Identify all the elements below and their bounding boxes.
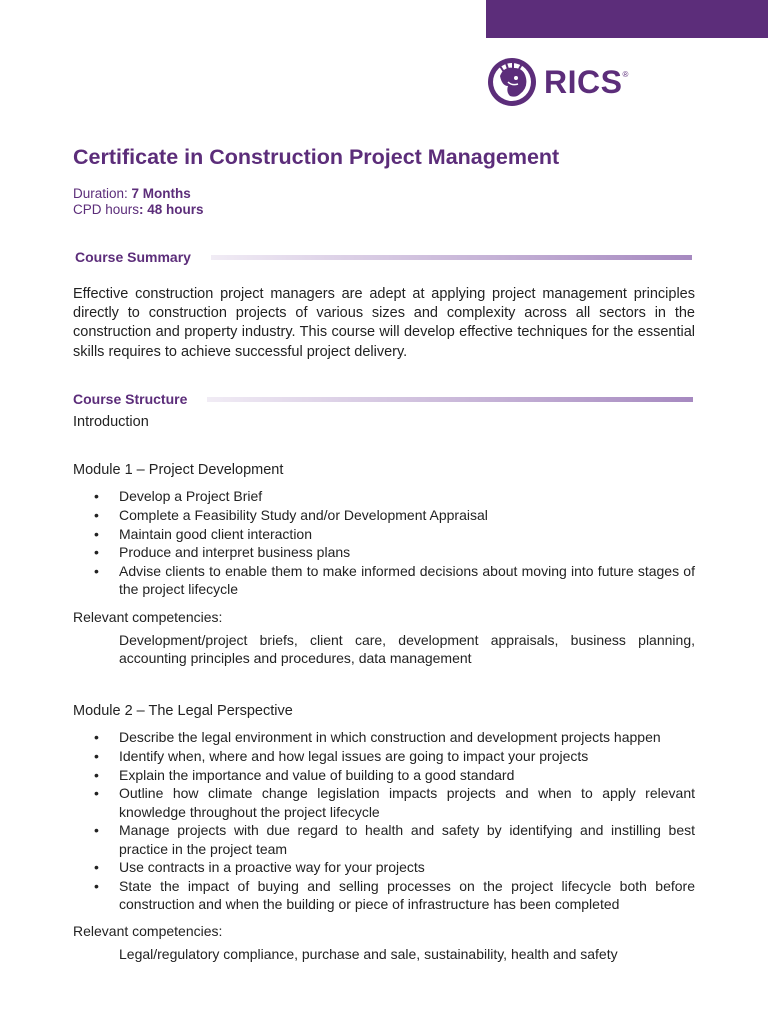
module-title: Module 2 – The Legal Perspective bbox=[73, 703, 293, 719]
duration-line bbox=[73, 186, 191, 201]
module-1-list bbox=[73, 487, 695, 599]
section-heading-label: Course Structure bbox=[73, 391, 188, 407]
section-divider bbox=[211, 255, 692, 260]
rics-wordmark: RICS bbox=[544, 63, 623, 100]
list-item: • Advise clients to enable them to make informed decisions about moving into future stages of the project lifecycle bbox=[73, 562, 695, 598]
section-heading-structure bbox=[73, 391, 693, 407]
course-summary-text: Effective construction project managers are adept at applying project management principles directly to construction projects of various sizes and complexity across all sectors in the construction and property industry. This course will develop effective techniques for the essential skills requires to achieve successful project delivery. bbox=[73, 286, 695, 360]
page-title: Certificate in Construction Project Management bbox=[73, 145, 560, 169]
list-item: • Maintain good client interaction bbox=[73, 525, 695, 543]
list-item: • Use contracts in a proactive way for your projects bbox=[73, 858, 695, 876]
section-heading-label: Course Summary bbox=[75, 249, 191, 265]
list-item: • State the impact of buying and selling processes on the project lifecycle both before construction and when the building or piece of infrastructure has been completed bbox=[73, 877, 695, 913]
header-color-bar bbox=[486, 0, 768, 38]
list-item: • Outline how climate change legislation impacts projects and when to apply relevant knowledge throughout the project lifecycle bbox=[73, 784, 695, 820]
cpd-value: : 48 hours bbox=[139, 202, 204, 217]
list-item: • Explain the importance and value of building to a good standard bbox=[73, 766, 695, 784]
lion-emblem-icon bbox=[486, 56, 538, 108]
section-heading-summary bbox=[75, 249, 692, 265]
cpd-label: CPD hours bbox=[73, 202, 140, 217]
module-2-list bbox=[73, 728, 695, 914]
section-divider bbox=[207, 397, 693, 402]
rics-logo bbox=[486, 56, 628, 108]
list-item: • Identify when, where and how legal issues are going to impact your projects bbox=[73, 747, 695, 765]
list-item: • Develop a Project Brief bbox=[73, 487, 695, 505]
list-item: • Complete a Feasibility Study and/or Development Appraisal bbox=[73, 506, 695, 524]
registered-mark: ® bbox=[622, 70, 629, 79]
competencies-text: Legal/regulatory compliance, purchase and sale, sustainability, health and safety bbox=[119, 946, 618, 962]
competencies-text: Development/project briefs, client care, development appraisals, business planning, accounting principles and procedures, data management bbox=[119, 632, 695, 666]
list-item: • Manage projects with due regard to health and safety by identifying and instilling best practice in the project team bbox=[73, 821, 695, 857]
competencies-label: Relevant competencies: bbox=[73, 923, 223, 939]
list-item: • Describe the legal environment in which construction and development projects happen bbox=[73, 728, 695, 746]
competencies-label: Relevant competencies: bbox=[73, 609, 223, 625]
module-title: Module 1 – Project Development bbox=[73, 462, 284, 478]
list-item: • Produce and interpret business plans bbox=[73, 543, 695, 561]
duration-label: Duration: bbox=[73, 186, 128, 201]
introduction-label: Introduction bbox=[73, 414, 149, 430]
cpd-line bbox=[73, 202, 204, 217]
duration-value: 7 Months bbox=[131, 186, 191, 201]
